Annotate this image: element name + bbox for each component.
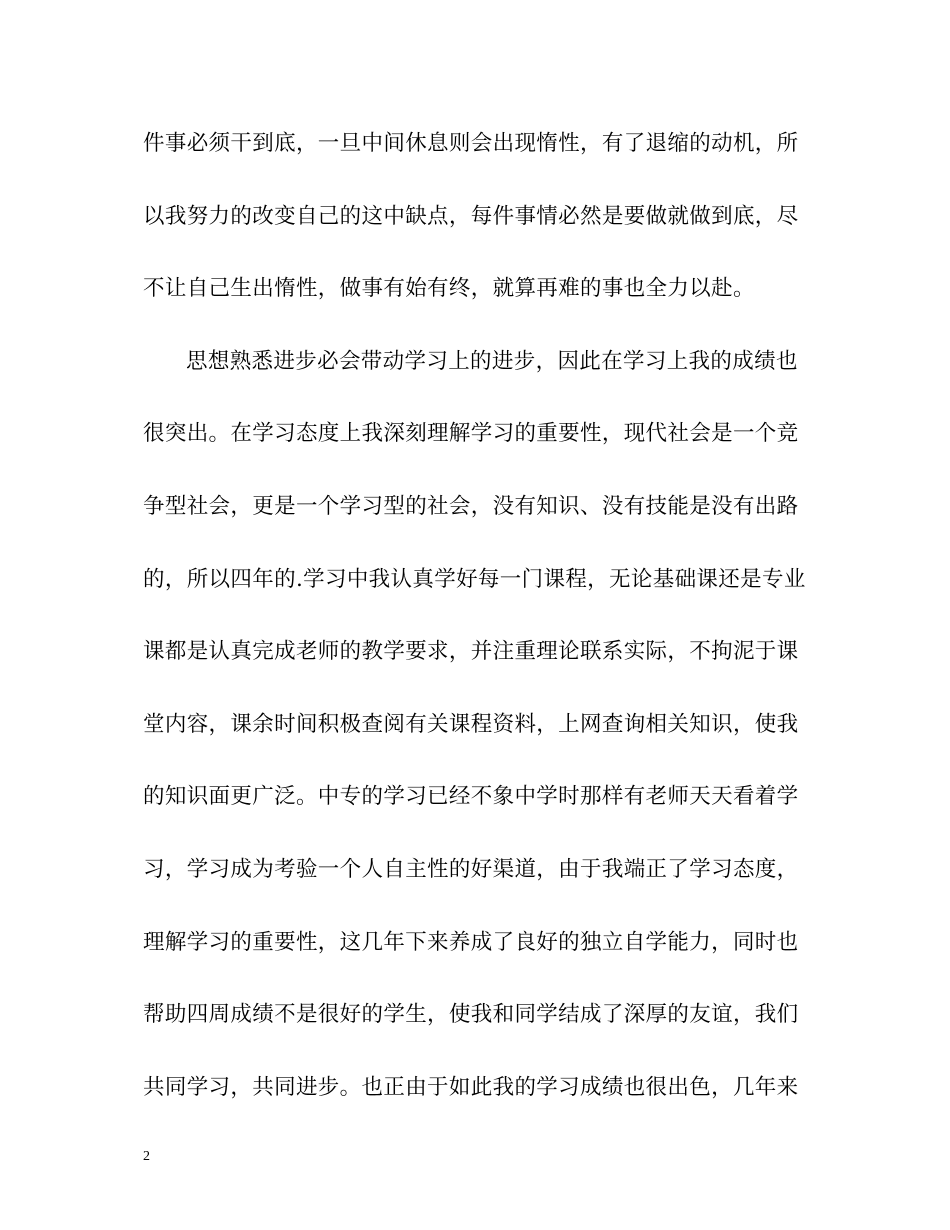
page-number: 2 — [143, 1149, 150, 1164]
text-line-12: 理解学习的重要性，这几年下来养成了良好的独立自学能力，同时也 — [143, 929, 799, 955]
text-line-3: 不让自己生出惰性，做事有始有终，就算再难的事也全力以赴。 — [143, 276, 755, 302]
text-line-13: 帮助四周成绩不是很好的学生，使我和同学结成了深厚的友谊，我们 — [143, 1002, 799, 1028]
text-line-1: 件事必须干到底，一旦中间休息则会出现惰性，有了退缩的动机，所 — [143, 131, 799, 156]
text-line-6: 争型社会，更是一个学习型的社会，没有知识、没有技能是没有出路 — [143, 493, 799, 519]
text-line-2: 以我努力的改变自己的这中缺点，每件事情必然是要做就做到底，尽 — [143, 203, 799, 229]
text-line-14: 共同学习，共同进步。也正由于如此我的学习成绩也很出色，几年来 — [143, 1074, 799, 1100]
text-line-5: 很突出。在学习态度上我深刻理解学习的重要性，现代社会是一个竞 — [143, 421, 799, 447]
text-line-10: 的知识面更广泛。中专的学习已经不象中学时那样有老师天天看着学 — [143, 784, 799, 810]
text-line-11: 习，学习成为考验一个人自主性的好渠道，由于我端正了学习态度， — [143, 856, 799, 882]
body-text — [143, 122, 808, 1138]
text-line-7: 的，所以四年的.学习中我认真学好每一门课程，无论基础课还是专业 — [143, 566, 806, 592]
text-line-4: 思想熟悉进步必会带动学习上的进步，因此在学习上我的成绩也 — [186, 348, 798, 374]
text-line-8: 课都是认真完成老师的教学要求，并注重理论联系实际，不拘泥于课 — [143, 639, 799, 665]
text-line-9: 堂内容，课余时间积极查阅有关课程资料，上网查询相关知识，使我 — [143, 711, 799, 737]
